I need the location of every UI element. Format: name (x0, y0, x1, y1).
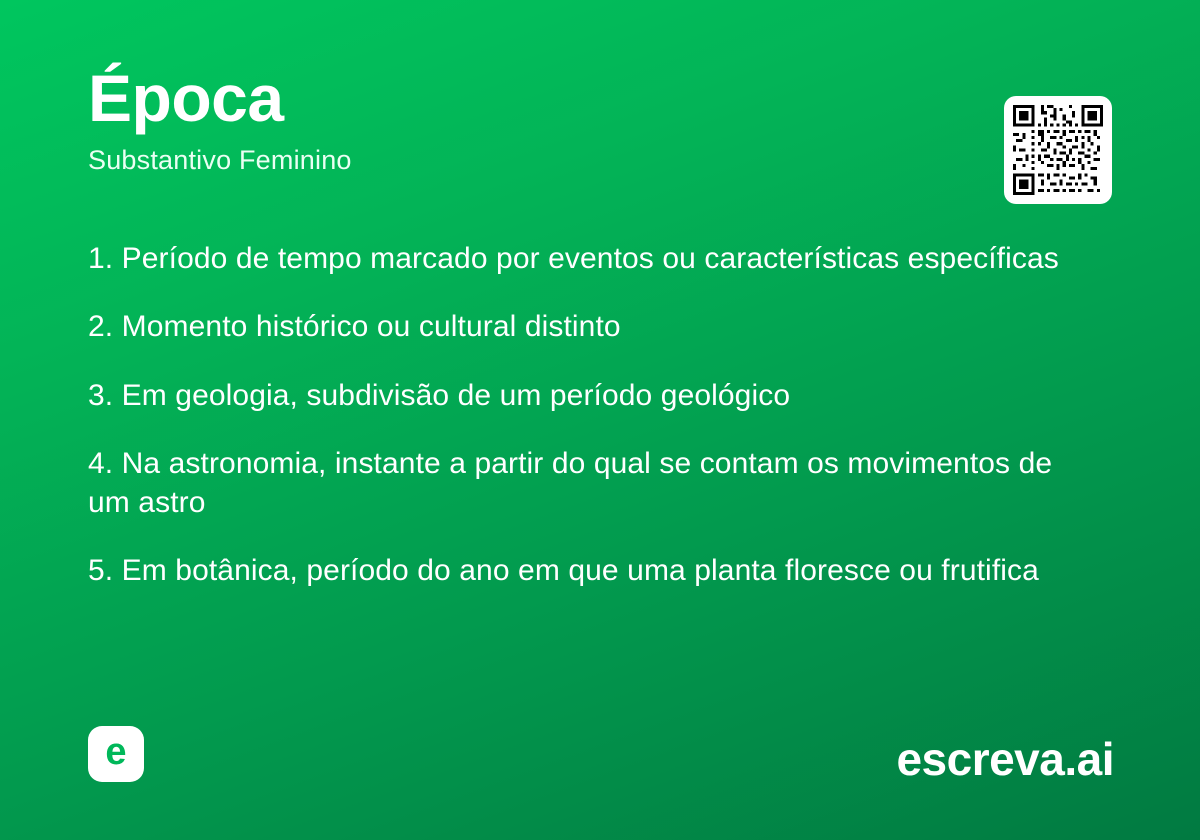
part-of-speech-label: Substantivo Feminino (88, 145, 352, 176)
list-item: 3. Em geologia, subdivisão de um período geológico (88, 378, 791, 412)
list-item: 2. Momento histórico ou cultural distinto (88, 310, 621, 344)
brand-name: escreva.ai (896, 733, 1114, 785)
card-header (88, 61, 948, 176)
page-title: Época (88, 61, 284, 135)
list-item: 4. Na astronomia, instante a partir do qual se contam os movimentos de um astro (88, 447, 1053, 519)
qr-code-icon[interactable] (1004, 96, 1112, 204)
logo-mark: e (105, 731, 127, 773)
list-item: 5. Em botânica, período do ano em que uma planta floresce ou frutifica (88, 553, 1039, 587)
definition-list (88, 240, 1098, 590)
list-item: 1. Período de tempo marcado por eventos ou características específicas (88, 242, 1059, 275)
logo (88, 726, 144, 782)
